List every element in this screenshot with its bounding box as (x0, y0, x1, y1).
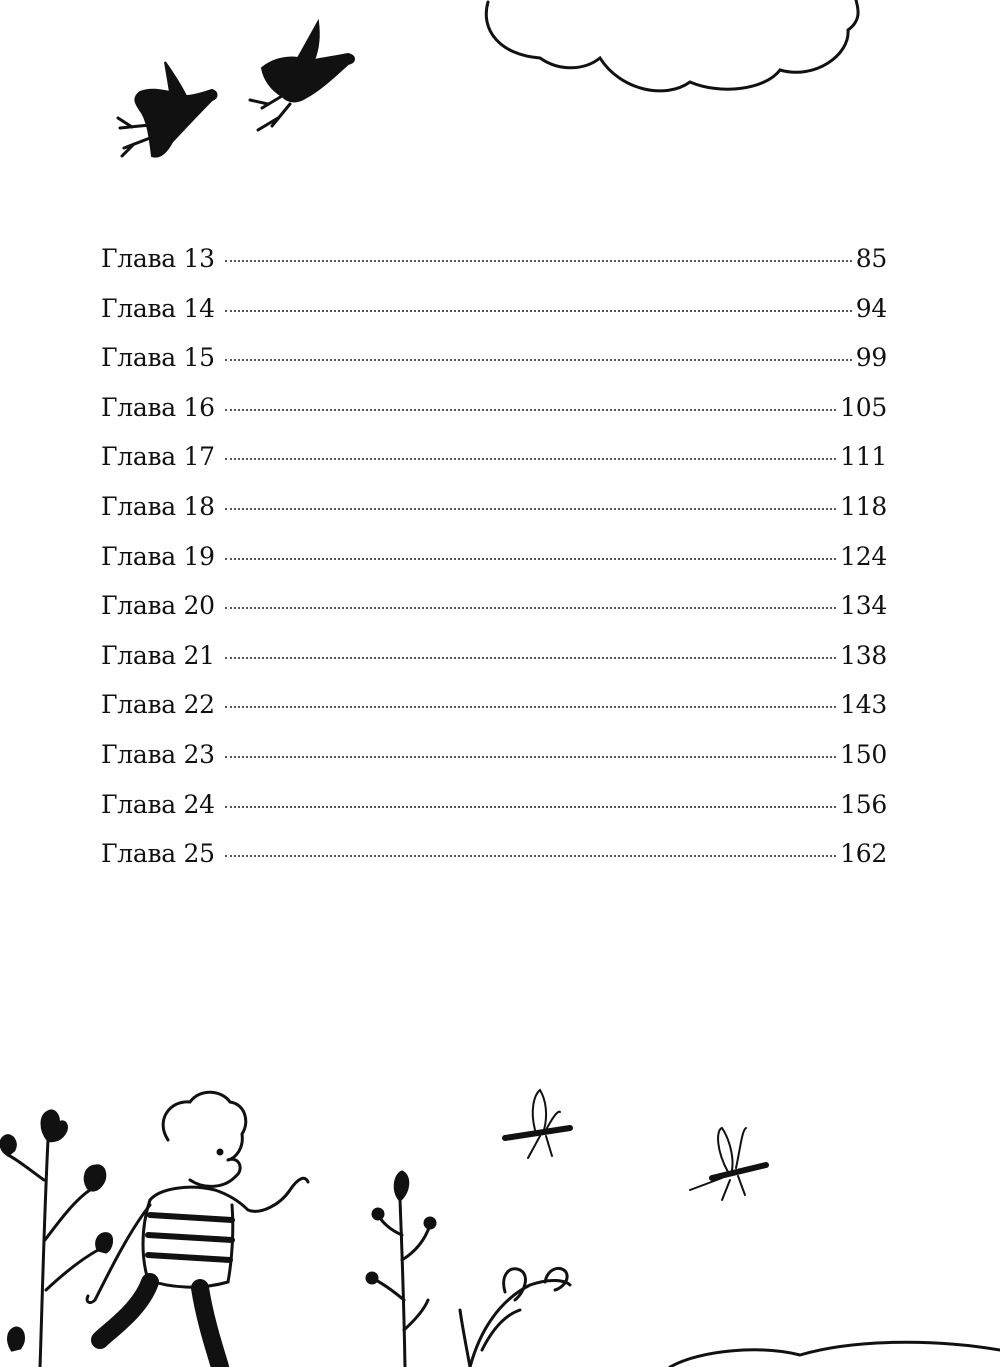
running-child-icon (87, 1092, 308, 1367)
mosquito-icon (505, 1090, 570, 1158)
toc-page-number: 138 (840, 640, 887, 670)
toc-chapter-label: Глава 21 (101, 640, 215, 670)
toc-entry-24[interactable] (101, 790, 887, 840)
toc-page-number: 162 (840, 839, 887, 869)
toc-page-number: 85 (855, 244, 887, 273)
flower-plant-icon (1, 1111, 112, 1367)
toc-entry-15[interactable] (101, 343, 887, 393)
toc-page-number: 124 (840, 541, 887, 571)
cloud-icon (486, 0, 858, 91)
toc-chapter-label: Глава 13 (101, 244, 215, 273)
toc-entry-20[interactable] (101, 591, 887, 641)
dot-leader (225, 706, 836, 708)
toc-entry-16[interactable] (101, 393, 887, 443)
toc-page-number: 156 (840, 789, 887, 819)
toc-entry-21[interactable] (101, 641, 887, 691)
toc-page-number: 134 (840, 591, 887, 621)
dot-leader (225, 310, 852, 312)
toc-entry-25[interactable] (101, 839, 887, 889)
dot-leader (225, 607, 836, 609)
toc-chapter-label: Глава 22 (101, 690, 215, 720)
toc-page-number: 94 (855, 293, 887, 323)
toc-chapter-label: Глава 18 (101, 491, 215, 521)
toc-page-number: 111 (840, 442, 887, 472)
toc-page-number: 105 (840, 392, 887, 422)
bellflower-icon (460, 1268, 570, 1367)
dot-leader (225, 657, 836, 659)
toc-entry-17[interactable] (101, 442, 887, 492)
toc-entry-14[interactable] (101, 294, 887, 344)
toc-chapter-label: Глава 25 (101, 839, 215, 869)
dot-leader (225, 260, 852, 262)
bird-icon (118, 62, 217, 157)
toc-entry-13[interactable] (101, 244, 887, 294)
dot-leader (225, 855, 836, 857)
toc-page-number: 150 (840, 739, 887, 769)
hill-icon (670, 1342, 1000, 1367)
dot-leader (225, 409, 836, 411)
toc-page-number: 99 (855, 343, 887, 373)
dot-leader (225, 558, 836, 560)
dot-leader (225, 359, 852, 361)
toc-chapter-label: Глава 24 (101, 789, 215, 819)
toc-entry-18[interactable] (101, 492, 887, 542)
table-of-contents (101, 244, 887, 889)
toc-entry-19[interactable] (101, 542, 887, 592)
mosquito-icon (690, 1128, 766, 1200)
toc-entry-23[interactable] (101, 740, 887, 790)
bottom-illustrations (0, 1060, 1000, 1367)
dot-leader (225, 458, 836, 460)
toc-entry-22[interactable] (101, 690, 887, 740)
toc-chapter-label: Глава 20 (101, 591, 215, 621)
toc-chapter-label: Глава 15 (101, 343, 215, 373)
dot-leader (225, 806, 836, 808)
toc-chapter-label: Глава 14 (101, 293, 215, 323)
toc-chapter-label: Глава 19 (101, 541, 215, 571)
toc-page-number: 143 (840, 690, 887, 720)
top-illustrations (0, 0, 1000, 200)
toc-page-number: 118 (840, 491, 887, 521)
toc-chapter-label: Глава 17 (101, 442, 215, 472)
toc-chapter-label: Глава 23 (101, 739, 215, 769)
bird-icon (250, 22, 354, 130)
dot-leader (225, 756, 836, 758)
flower-plant-icon (367, 1172, 435, 1367)
toc-chapter-label: Глава 16 (101, 392, 215, 422)
dot-leader (225, 508, 836, 510)
